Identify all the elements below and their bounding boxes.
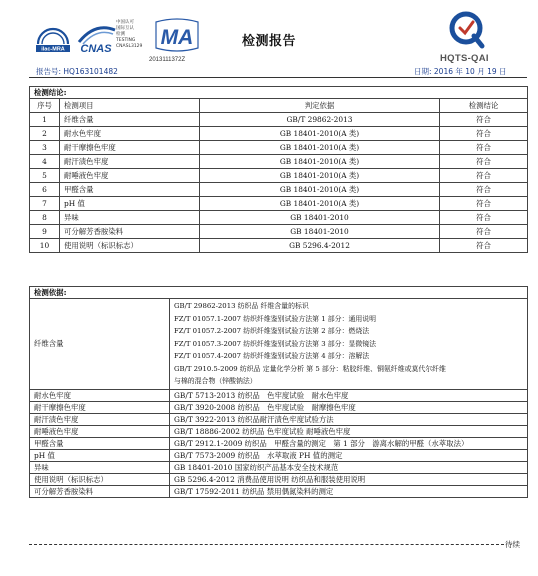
table-row: [30, 183, 528, 197]
judgment-basis: GB 18401-2010(A 类): [200, 155, 440, 169]
judgment-basis: GB 18401-2010(A 类): [200, 127, 440, 141]
test-standard: GB/T 7573-2009 纺织品 水萃取液 PH 值的测定: [170, 449, 528, 461]
conclusion-heading: 检测结论:: [30, 87, 528, 99]
hqts-logo: [444, 10, 494, 52]
basis-heading-row: [30, 287, 528, 299]
test-item: 耐汗渍色牢度: [60, 155, 200, 169]
test-result: 符合: [440, 141, 528, 155]
test-item: 甲醛含量: [30, 437, 170, 449]
table-row: [30, 425, 528, 437]
table-row: [30, 141, 528, 155]
svg-text:MA: MA: [160, 26, 194, 49]
judgment-basis: GB 18401-2010(A 类): [200, 141, 440, 155]
row-number: 5: [30, 169, 60, 183]
report-date: 日期: 2016 年 10 月 19 日: [414, 67, 507, 76]
conclusion-heading-row: [30, 87, 528, 99]
test-standard: GB/T 5713-2013 纺织品 色牢度试验 耐水色牢度: [170, 389, 528, 401]
test-item: 可分解芳香胺染料: [60, 225, 200, 239]
test-result: 符合: [440, 239, 528, 253]
standard-list: [170, 299, 528, 390]
judgment-basis: GB 18401-2010(A 类): [200, 169, 440, 183]
svg-text:CNAS: CNAS: [80, 43, 112, 55]
row-number: 8: [30, 211, 60, 225]
test-item: 纤维含量: [30, 299, 170, 390]
table-row: [30, 449, 528, 461]
column-header: 序号: [30, 99, 60, 113]
test-item: 甲醛含量: [60, 183, 200, 197]
judgment-basis: GB/T 29862-2013: [200, 113, 440, 127]
footer-dashed-line: [29, 544, 504, 545]
standard-line: FZ/T 01057.2-2007 纺织纤维鉴别试验方法第 2 部分：燃烧法: [174, 327, 370, 335]
test-result: 符合: [440, 211, 528, 225]
hqts-brand-name: HQTS-QAI: [440, 53, 489, 64]
test-result: 符合: [440, 169, 528, 183]
row-number: 4: [30, 155, 60, 169]
table-row: [30, 225, 528, 239]
table-row: [30, 485, 528, 497]
row-number: 7: [30, 197, 60, 211]
judgment-basis: GB 18401-2010: [200, 225, 440, 239]
column-header: 检测结论: [440, 99, 528, 113]
table-row: [30, 473, 528, 485]
test-item: 可分解芳香胺染料: [30, 485, 170, 497]
header-divider: [29, 77, 527, 78]
test-item: 使用说明（标识标志）: [30, 473, 170, 485]
row-number: 3: [30, 141, 60, 155]
column-header: 判定依据: [200, 99, 440, 113]
table-row: [30, 169, 528, 183]
table-row: [30, 299, 528, 390]
test-item: 耐水色牢度: [30, 389, 170, 401]
test-standard: GB/T 17592-2011 纺织品 禁用偶氮染料的测定: [170, 485, 528, 497]
test-result: 符合: [440, 113, 528, 127]
test-standard: GB/T 2912.1-2009 纺织品 甲醛含量的测定 第 1 部分 游离水解的甲醛（水萃取法）: [170, 437, 528, 449]
test-item: pH 值: [30, 449, 170, 461]
row-number: 2: [30, 127, 60, 141]
table-row: [30, 113, 528, 127]
test-standard: GB/T 3920-2008 纺织品 色牢度试验 耐摩擦色牢度: [170, 401, 528, 413]
table-row: [30, 413, 528, 425]
row-number: 1: [30, 113, 60, 127]
basis-heading: 检测依据:: [30, 287, 528, 299]
standard-line: GB/T 2910.5-2009 纺织品 定量化学分析 第 5 部分：粘胶纤维、铜氨纤维或莫代尔纤维: [174, 364, 446, 373]
test-result: 符合: [440, 183, 528, 197]
standard-line: FZ/T 01057.1-2007 纺织纤维鉴别试验方法第 1 部分：通用说明: [174, 314, 377, 323]
report-title: 检测报告: [241, 34, 296, 49]
basis-table: [29, 286, 528, 498]
column-header: 检测项目: [60, 99, 200, 113]
test-standard: GB/T 18886-2002 纺织品 色牢度试验 耐唾液色牢度: [170, 425, 528, 437]
test-item: 耐唾液色牢度: [60, 169, 200, 183]
test-item: 耐干摩擦色牢度: [30, 401, 170, 413]
test-result: 符合: [440, 197, 528, 211]
row-number: 6: [30, 183, 60, 197]
test-item: 耐唾液色牢度: [30, 425, 170, 437]
table-row: [30, 437, 528, 449]
report-header: [0, 0, 538, 80]
test-item: 异味: [30, 461, 170, 473]
test-result: 符合: [440, 127, 528, 141]
test-item: 耐汗渍色牢度: [30, 413, 170, 425]
table-row: [30, 461, 528, 473]
test-item: 使用说明（标识标志）: [60, 239, 200, 253]
svg-text:ilac-MRA: ilac-MRA: [41, 46, 65, 53]
row-number: 9: [30, 225, 60, 239]
judgment-basis: GB 18401-2010: [200, 211, 440, 225]
test-standard: GB 18401-2010 国家纺织产品基本安全技术规范: [170, 461, 528, 473]
conclusion-header-row: [30, 99, 528, 113]
table-row: [30, 389, 528, 401]
row-number: 10: [30, 239, 60, 253]
judgment-basis: GB 18401-2010(A 类): [200, 197, 440, 211]
test-result: 符合: [440, 155, 528, 169]
test-result: 符合: [440, 225, 528, 239]
report-number: 报告号: HQ163101482: [36, 67, 118, 76]
test-item: 异味: [60, 211, 200, 225]
table-row: [30, 127, 528, 141]
test-item: pH 值: [60, 197, 200, 211]
continued-label: 待续: [505, 540, 520, 549]
test-standard: GB 5296.4-2012 消费品使用说明 纺织品和服装使用说明: [170, 473, 528, 485]
standard-line: FZ/T 01057.3-2007 纺织纤维鉴别试验方法第 3 部分：显微镜法: [174, 339, 377, 348]
table-row: [30, 401, 528, 413]
cma-number: 2013111372Z: [149, 57, 186, 63]
cnas-accreditation-text: 中国认可 国际互认 检测 TESTING CNASL3129: [116, 20, 143, 49]
judgment-basis: GB 5296.4-2012: [200, 239, 440, 253]
standard-line: FZ/T 01057.4-2007 纺织纤维鉴别试验方法第 4 部分：溶解法: [174, 352, 370, 360]
table-row: [30, 197, 528, 211]
standard-line: GB/T 29862-2013 纺织品 纤维含量的标识: [174, 302, 309, 310]
judgment-basis: GB 18401-2010(A 类): [200, 183, 440, 197]
test-item: 纤维含量: [60, 113, 200, 127]
table-row: [30, 211, 528, 225]
table-row: [30, 239, 528, 253]
table-row: [30, 155, 528, 169]
standard-line: 与棉的混合物（锌酸钠法）: [174, 377, 257, 385]
test-item: 耐水色牢度: [60, 127, 200, 141]
test-standard: GB/T 3922-2013 纺织品耐汗渍色牢度试验方法: [170, 413, 528, 425]
test-item: 耐干摩擦色牢度: [60, 141, 200, 155]
conclusion-table: [29, 86, 528, 253]
